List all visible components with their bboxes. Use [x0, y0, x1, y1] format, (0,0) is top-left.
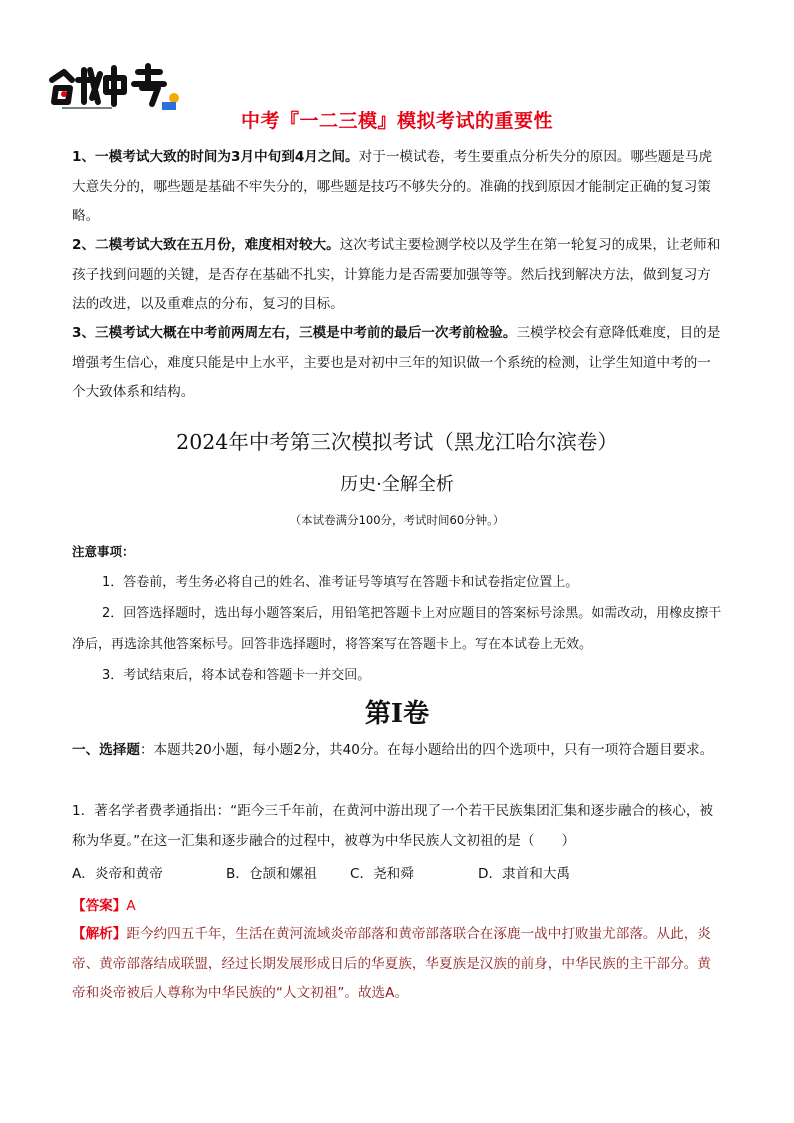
analysis	[72, 920, 724, 1009]
option-c: C．尧和舜	[350, 866, 414, 882]
promo-lead: 2、二模考试大致在五月份，难度相对较大。	[72, 237, 340, 253]
option-b: B．仓颉和嫘祖	[226, 866, 317, 882]
option-a: A．炎帝和黄帝	[72, 866, 163, 882]
question-options	[72, 862, 724, 886]
promo-lead: 3、三模考试大概在中考前两周左右，三模是中考前的最后一次考前检验。	[72, 325, 517, 341]
promo-body: 对于一模试卷，考生要重点分析失分的原因。哪些题是马虎大意失分的，哪些题是基础不牢失分的，哪些题是技巧不够失分的。准确的找到原因才能制定正确的复习策略。	[72, 149, 713, 224]
question-stem: 1．著名学者费孝通指出：“距今三千年前，在黄河中游出现了一个若干民族集团汇集和逐步融合的核心，被称为华夏。”在这一汇集和逐步融合的过程中，被尊为中华民族人文初祖的是（ ）	[72, 803, 714, 849]
promo-lead: 1、一模考试大致的时间为3月中旬到4月之间。	[72, 149, 359, 165]
promo-paragraph	[72, 143, 722, 232]
promo-title: 中考『一二三模』模拟考试的重要性	[240, 110, 553, 132]
section-intro	[72, 736, 724, 766]
answer	[72, 894, 136, 914]
section-text: ：本题共20小题，每小题2分，共40分。在每小题给出的四个选项中，只有一项符合题目要求。	[139, 742, 714, 758]
promo-body: 这次考试主要检测学校以及学生在第一轮复习的成果，让老师和孩子找到问题的关键，是否存在基础不扎实，计算能力是否需要加强等等。然后找到解决方法，做到复习方法的改进，以及重难点的分布，复习的目标。	[72, 237, 721, 312]
answer-value: A	[126, 898, 136, 914]
notice-item: 2．回答选择题时，选出每小题答案后，用铅笔把答题卡上对应题目的答案标号涂黑。如需改动，用橡皮擦干净后，再选涂其他答案标号。回答非选择题时，将答案写在答题卡上。写在本试卷上无效。	[72, 606, 722, 652]
notice-heading: 注意事项：	[72, 544, 135, 559]
exam-title: 2024年中考第三次模拟考试（黑龙江哈尔滨卷）	[176, 430, 618, 454]
analysis-label: 【解析】	[72, 926, 127, 942]
analysis-text: 距今约四五千年，生活在黄河流域炎帝部落和黄帝部落联合在涿鹿一战中打败蚩尤部落。从此，炎帝、黄帝部落结成联盟，经过长期发展形成日后的华夏族，华夏族是汉族的前身，中华民族的主干部分。黄帝和炎帝被后人尊称为中华民族的“人文初祖”。故选A。	[72, 926, 711, 1001]
promo-paragraph	[72, 231, 722, 320]
notice-item: 1．答卷前，考生务必将自己的姓名、准考证号等填写在答题卡和试卷指定位置上。	[102, 575, 579, 590]
option-d: D．隶首和大禹	[478, 866, 571, 882]
promo-body: 三模学校会有意降低难度，目的是增强考生信心，难度只能是中上水平，主要也是对初中三年的知识做一个系统的检测，让学生知道中考的一个大致体系和结构。	[72, 325, 721, 400]
exam-subtitle: 历史·全解全析	[340, 474, 454, 495]
answer-label: 【答案】	[72, 898, 127, 914]
section-label: 一、选择题	[72, 742, 140, 758]
notice-item: 3．考试结束后，将本试卷和答题卡一并交回。	[102, 668, 371, 683]
promo-paragraph	[72, 319, 722, 408]
exam-note: （本试卷满分100分，考试时间60分钟。）	[289, 513, 505, 527]
volume-title: 第I卷	[364, 699, 430, 729]
